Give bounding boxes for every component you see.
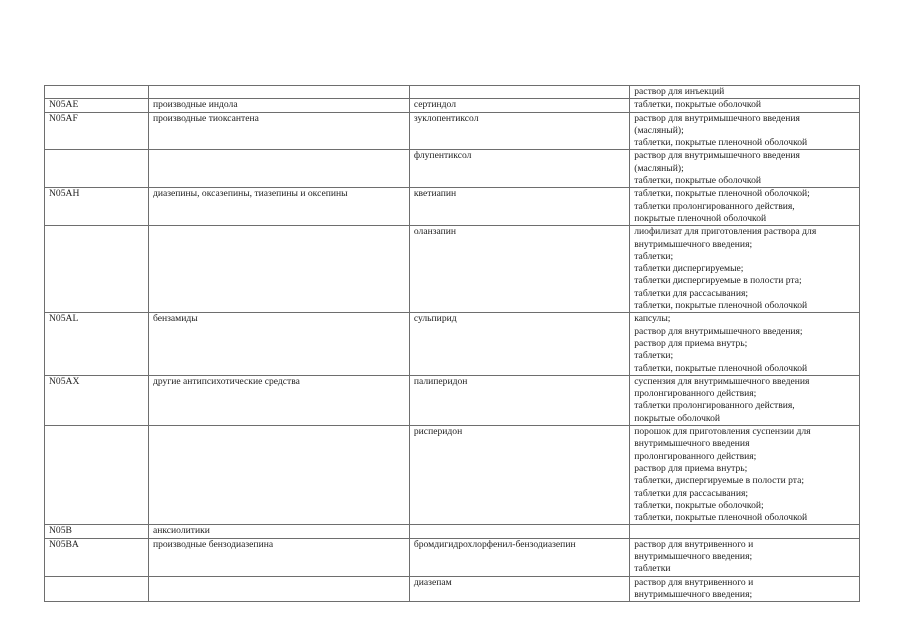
dosage-form-line: капсулы;	[634, 313, 671, 325]
dosage-form-line: внутримышечного введения;	[634, 550, 753, 562]
dosage-form-line: раствор для приема внутрь;	[634, 337, 748, 349]
table-row	[45, 112, 860, 150]
dosage-forms-cell	[630, 525, 860, 538]
group-name-cell: производные тиоксантена	[148, 112, 409, 150]
group-name-cell: производные бензодиазепина	[148, 538, 409, 576]
dosage-form-line: пролонгированного действия;	[634, 450, 757, 462]
drug-name-cell: сертиндол	[409, 99, 629, 112]
dosage-form-line: таблетки, диспергируемые в полости рта;	[634, 475, 805, 487]
group-name-cell	[148, 150, 409, 188]
atc-code-cell: N05BA	[45, 538, 149, 576]
dosage-form-line: таблетки, покрытые пленочной оболочкой	[634, 512, 808, 524]
atc-code-cell	[45, 576, 149, 602]
dosage-form-line: раствор для внутримышечного введения;	[634, 325, 803, 337]
drug-name-cell: кветиапин	[409, 188, 629, 226]
dosage-form-line: таблетки, покрытые оболочкой	[634, 99, 762, 111]
group-name-cell: другие антипсихотические средства	[148, 375, 409, 425]
atc-code-cell	[45, 150, 149, 188]
drug-name-cell: оланзапин	[409, 226, 629, 313]
table-row	[45, 150, 860, 188]
dosage-forms-cell	[630, 313, 860, 375]
dosage-forms-cell	[630, 99, 860, 112]
group-name-cell: диазепины, оксазепины, тиазепины и оксепины	[148, 188, 409, 226]
atc-code-cell: N05B	[45, 525, 149, 538]
dosage-form-line: внутримышечного введения;	[634, 238, 753, 250]
table-row	[45, 313, 860, 375]
dosage-form-line: таблетки;	[634, 250, 674, 262]
dosage-form-line: раствор для внутривенного и	[634, 576, 754, 588]
dosage-form-line: внутримышечного введения;	[634, 588, 753, 600]
dosage-form-line: внутримышечного введения	[634, 438, 750, 450]
dosage-form-line: таблетки диспергируемые;	[634, 263, 744, 275]
dosage-form-line: пролонгированного действия;	[634, 388, 757, 400]
table-row	[45, 525, 860, 538]
drug-name-cell: бромдигидрохлорфенил-бензодиазепин	[409, 538, 629, 576]
dosage-forms-cell	[630, 188, 860, 226]
drug-name-cell	[409, 525, 629, 538]
dosage-form-line: суспензия для внутримышечного введения	[634, 375, 810, 387]
dosage-form-line: покрытые оболочкой	[634, 412, 720, 424]
table-row	[45, 188, 860, 226]
atc-code-cell	[45, 426, 149, 525]
dosage-form-line: таблетки;	[634, 350, 674, 362]
dosage-form-line: таблетки, покрытые пленочной оболочкой;	[634, 188, 810, 200]
dosage-form-line: порошок для приготовления суспензии для	[634, 426, 811, 438]
dosage-form-line: таблетки, покрытые пленочной оболочкой	[634, 362, 808, 374]
drug-name-cell: палиперидон	[409, 375, 629, 425]
drug-name-cell: зуклопентиксол	[409, 112, 629, 150]
table-row	[45, 86, 860, 99]
dosage-form-line: (масляный);	[634, 162, 684, 174]
dosage-form-line: таблетки, покрытые оболочкой	[634, 175, 762, 187]
dosage-form-line: таблетки пролонгированного действия,	[634, 200, 795, 212]
drug-name-cell: сульпирид	[409, 313, 629, 375]
dosage-form-line: раствор для внутримышечного введения	[634, 112, 800, 124]
dosage-form-line: таблетки, покрытые пленочной оболочкой	[634, 300, 808, 312]
dosage-form-line: раствор для внутримышечного введения	[634, 150, 800, 162]
atc-code-cell: N05AX	[45, 375, 149, 425]
dosage-form-line: раствор для инъекций	[634, 86, 725, 97]
table-row	[45, 226, 860, 313]
dosage-forms-cell	[630, 576, 860, 602]
group-name-cell: производные индола	[148, 99, 409, 112]
dosage-forms-cell	[630, 226, 860, 313]
dosage-forms-cell	[630, 375, 860, 425]
drug-name-cell	[409, 86, 629, 99]
dosage-form-line: таблетки пролонгированного действия,	[634, 400, 795, 412]
dosage-form-line: таблетки для рассасывания;	[634, 487, 749, 499]
dosage-form-line: раствор для внутривенного и	[634, 538, 754, 550]
dosage-form-line: таблетки для рассасывания;	[634, 287, 749, 299]
dosage-forms-cell	[630, 150, 860, 188]
atc-code-cell	[45, 226, 149, 313]
table-row	[45, 375, 860, 425]
group-name-cell	[148, 226, 409, 313]
drug-name-cell: диазепам	[409, 576, 629, 602]
drug-table	[44, 85, 860, 602]
dosage-form-line: таблетки диспергируемые в полости рта;	[634, 275, 802, 287]
dosage-forms-cell	[630, 112, 860, 150]
group-name-cell: бензамиды	[148, 313, 409, 375]
dosage-form-line: покрытые пленочной оболочкой	[634, 212, 767, 224]
atc-code-cell: N05AL	[45, 313, 149, 375]
dosage-form-line: таблетки, покрытые оболочкой;	[634, 499, 764, 511]
dosage-forms-cell	[630, 86, 860, 99]
atc-code-cell: N05AH	[45, 188, 149, 226]
group-name-cell	[148, 576, 409, 602]
atc-code-cell	[45, 86, 149, 99]
table-row	[45, 426, 860, 525]
group-name-cell: анксиолитики	[148, 525, 409, 538]
dosage-forms-cell	[630, 538, 860, 576]
table-row	[45, 576, 860, 602]
table-row	[45, 538, 860, 576]
drug-name-cell: рисперидон	[409, 426, 629, 525]
dosage-form-line: таблетки, покрытые пленочной оболочкой	[634, 137, 808, 149]
dosage-forms-cell	[630, 426, 860, 525]
group-name-cell	[148, 426, 409, 525]
group-name-cell	[148, 86, 409, 99]
dosage-form-line: (масляный);	[634, 124, 684, 136]
table-body	[45, 86, 860, 602]
atc-code-cell: N05AE	[45, 99, 149, 112]
dosage-form-line: лиофилизат для приготовления раствора для	[634, 226, 817, 238]
dosage-form-line: раствор для приема внутрь;	[634, 462, 748, 474]
drug-name-cell: флупентиксол	[409, 150, 629, 188]
table-row	[45, 99, 860, 112]
atc-code-cell: N05AF	[45, 112, 149, 150]
dosage-form-line: таблетки	[634, 563, 671, 575]
